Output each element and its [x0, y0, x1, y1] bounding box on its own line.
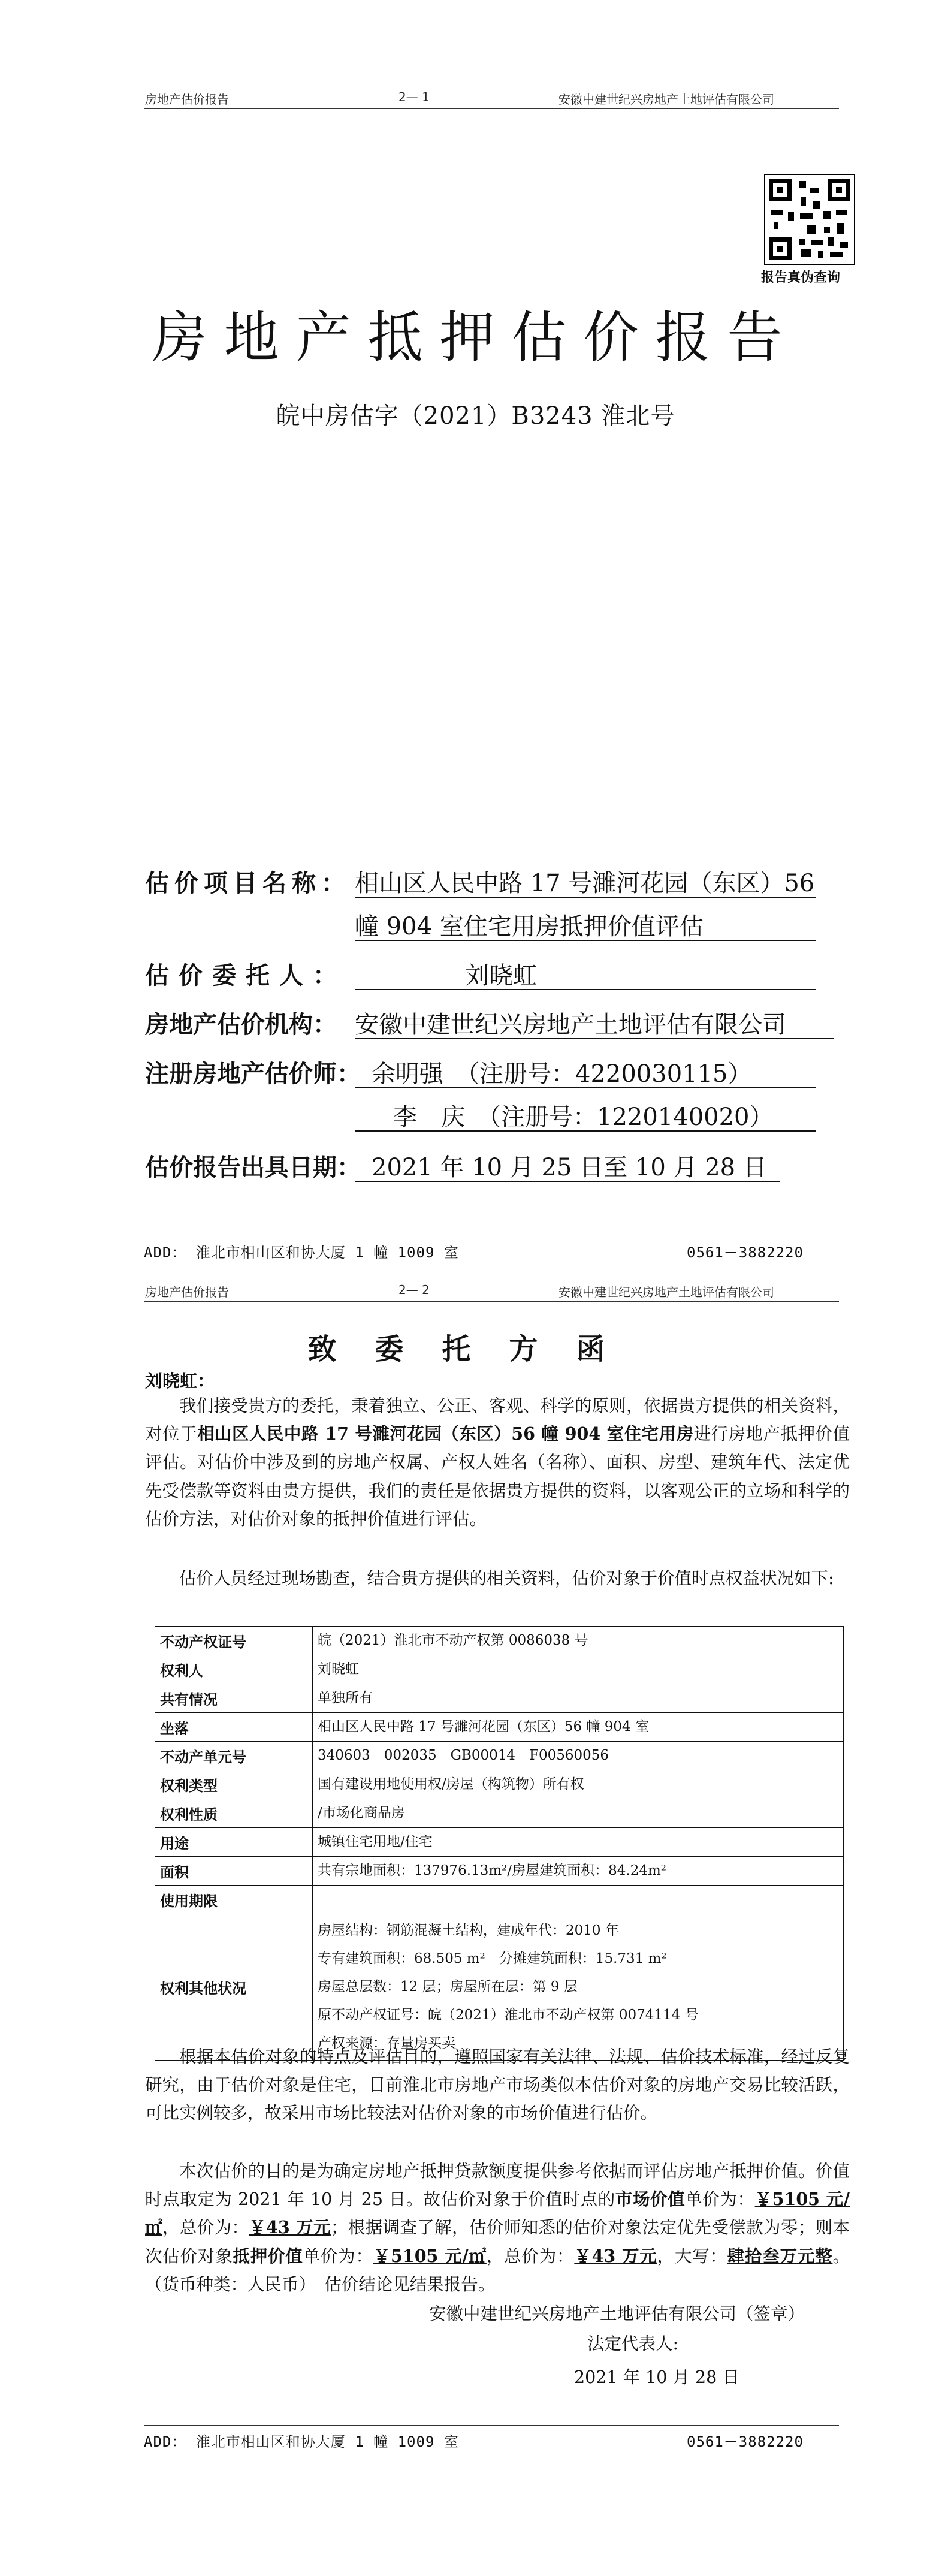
report-date-value: 2021 年 10 月 25 日至 10 月 28 日 — [372, 1154, 767, 1181]
client-value: 刘晓虹 — [465, 962, 537, 990]
page2-footer-address: ADD： 淮北市相山区和协大厦 1 幢 1009 室 — [144, 2433, 459, 2450]
signature-company: 安徽中建世纪兴房地产土地评估有限公司（签章） — [429, 2304, 805, 2324]
property-address: 相山区人民中路 17 号濉河花园（东区）56 幢 904 室住宅用房 — [197, 1423, 694, 1444]
qr-caption: 报告真伪查询 — [761, 270, 841, 285]
property-rights-table — [155, 1626, 844, 2061]
appraiser-2: 李 庆 （注册号：1220140020） — [393, 1103, 774, 1131]
mortgage-total-price: ￥43 万元 — [574, 2245, 657, 2266]
client-label: 估价委托人： — [145, 962, 346, 990]
project-name-underline1 — [355, 897, 816, 898]
page2-header-left: 房地产估价报告 — [145, 1285, 229, 1299]
letter-paragraph-2: 估价人员经过现场勘查，结合贵方提供的相关资料，估价对象于价值时点权益状况如下: — [179, 1568, 834, 1588]
agency-value: 安徽中建世纪兴房地产土地评估有限公司 — [355, 1011, 786, 1039]
page2-footer-phone: 0561－3882220 — [687, 2433, 804, 2450]
appraiser-1: 余明强 （注册号：4220030115） — [372, 1060, 752, 1088]
agency-label: 房地产估价机构： — [145, 1011, 337, 1039]
market-unit-price: ￥5105 元/㎡ — [145, 2189, 850, 2238]
signature-date: 2021 年 10 月 28 日 — [574, 2367, 739, 2387]
table-row: 共有情况 单独所有 — [155, 1684, 844, 1713]
mortgage-unit-price: ￥5105 元/㎡ — [373, 2245, 487, 2266]
page1-header-page-number: 2— 1 — [398, 90, 430, 104]
report-number: 皖中房估字（2021）B3243 淮北号 — [276, 402, 675, 430]
table-row: 面积 共有宗地面积：137976.13m²/房屋建筑面积：84.24m² — [155, 1857, 844, 1886]
appraiser-label: 注册房地产估价师： — [145, 1060, 361, 1088]
letter-title: 致委托方函 — [307, 1332, 644, 1366]
table-row: 权利类型 国有建设用地使用权/房屋（构筑物）所有权 — [155, 1770, 844, 1799]
report-title: 房地产抵押估价报告 — [152, 306, 799, 370]
project-name-label: 估价项目名称： — [145, 870, 351, 897]
report-date-underline — [355, 1181, 780, 1182]
market-total-price: ￥43 万元 — [249, 2217, 331, 2238]
appraiser-2-underline — [355, 1130, 816, 1132]
table-row: 权利人 刘晓虹 — [155, 1655, 844, 1684]
page2-header-company: 安徽中建世纪兴房地产土地评估有限公司 — [558, 1285, 774, 1299]
page2-header-rule — [144, 1301, 839, 1302]
page1-footer-address: ADD： 淮北市相山区和协大厦 1 幢 1009 室 — [144, 1244, 459, 1261]
table-row: 权利其他状况 房屋结构：钢筋混凝土结构，建成年代：2010 年 专有建筑面积：68.505 m² 分摊建筑面积：15.731 m² 房屋总层数：12 层；房屋所在层：第 9 层 原不动产权证号：皖（2021）淮北市不动产权第 0074114 号 产权来源：存量房买卖 — [155, 1914, 844, 2061]
report-date-label: 估价报告出具日期： — [145, 1154, 361, 1181]
table-row: 权利性质 /市场化商品房 — [155, 1799, 844, 1828]
amount-in-words: 肆拾叁万元整 — [727, 2245, 833, 2266]
salutation: 刘晓虹： — [145, 1371, 215, 1391]
letter-paragraph-4: 本次估价的目的是为确定房地产抵押贷款额度提供参考依据而评估房地产抵押价值。价值时点取定为 2021 年 10 月 25 日。故估价对象于价值时点的市场价值单价为：￥5105 元/㎡，总价为：￥43 万元；根据调查了解，估价师知悉的估价对象法定优先受偿款为零；则本次估价对象抵押价值单价为：￥5105 元/㎡，总价为：￥43 万元，大写：肆拾叁万元整。（货币种类：人民币） 估价结论见结果报告。 — [145, 2161, 850, 2294]
project-name-line1: 相山区人民中路 17 号濉河花园（东区）56 — [355, 870, 815, 897]
page1-header-left: 房地产估价报告 — [145, 92, 229, 107]
project-name-line2: 幢 904 室住宅用房抵押价值评估 — [355, 913, 704, 940]
client-underline — [355, 989, 816, 990]
page1-footer-phone: 0561－3882220 — [687, 1244, 804, 1261]
verification-qr-code[interactable] — [764, 174, 855, 265]
table-row: 不动产权证号 皖（2021）淮北市不动产权第 0086038 号 — [155, 1627, 844, 1655]
page1-header-rule — [144, 108, 839, 109]
appraiser-1-underline — [355, 1087, 816, 1088]
page1-header-company: 安徽中建世纪兴房地产土地评估有限公司 — [558, 92, 774, 107]
project-name-underline2 — [355, 940, 816, 941]
table-row: 用途 城镇住宅用地/住宅 — [155, 1828, 844, 1857]
letter-paragraph-3: 根据本估价对象的特点及评估目的，遵照国家有关法律、法规、估价技术标准，经过反复研究，由于估价对象是住宅，目前淮北市房地产市场类似本估价对象的房地产交易比较活跃，可比实例较多，故采用市场比较法对估价对象的市场价值进行估价。 — [145, 2047, 850, 2123]
table-row: 坐落 相山区人民中路 17 号濉河花园（东区）56 幢 904 室 — [155, 1713, 844, 1742]
table-row: 使用期限 — [155, 1886, 844, 1914]
agency-underline — [355, 1038, 834, 1039]
page2-footer-rule — [144, 2425, 839, 2426]
signature-legal-rep: 法定代表人: — [587, 2334, 679, 2354]
letter-paragraph-1: 我们接受贵方的委托，秉着独立、公正、客观、科学的原则，依据贵方提供的相关资料，对位于相山区人民中路 17 号濉河花园（东区）56 幢 904 室住宅用房进行房地产抵押价值评估。对估价中涉及到的房地产权属、产权人姓名（名称）、面积、房型、建筑年代、法定优先受偿款等资料由贵方提供，我们的责任是依据贵方提供的资料，以客观公正的立场和科学的估价方法，对估价对象的抵押价值进行评估。 — [145, 1396, 850, 1529]
page2-header-page-number: 2— 2 — [398, 1283, 430, 1297]
table-row: 不动产单元号 340603 002035 GB00014 F00560056 — [155, 1742, 844, 1770]
